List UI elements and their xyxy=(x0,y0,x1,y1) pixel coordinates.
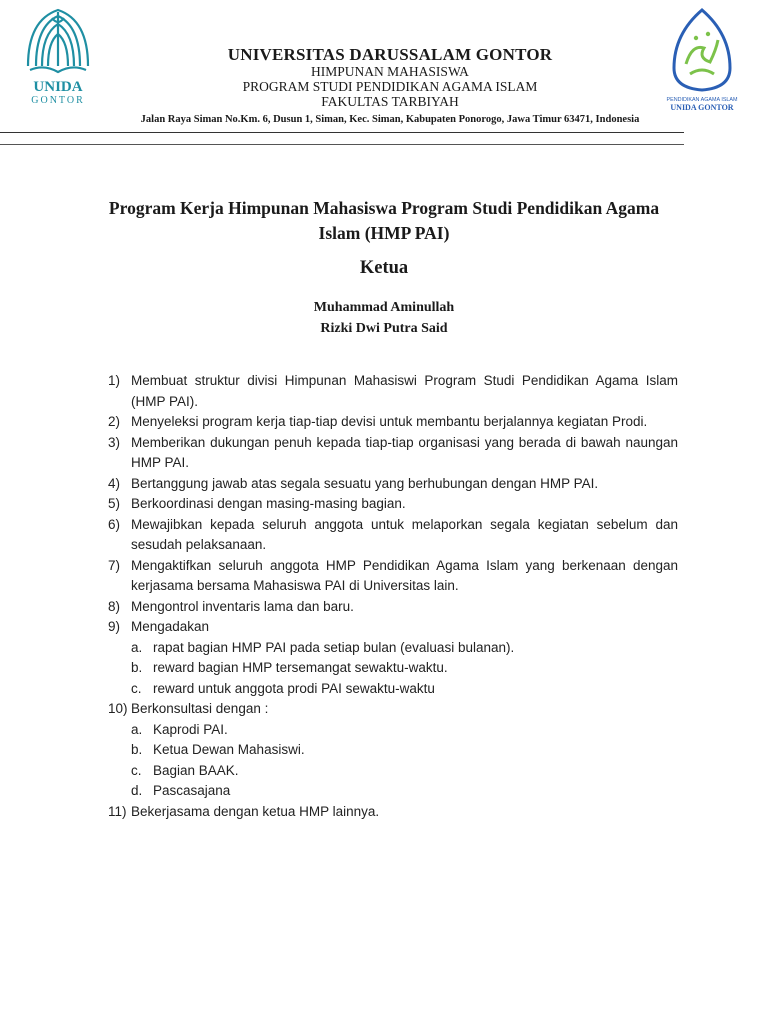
list-item xyxy=(108,433,678,474)
item-number: 1) xyxy=(108,373,121,388)
sub-list xyxy=(131,638,678,700)
work-program-list xyxy=(108,371,678,822)
sub-item-letter: d. xyxy=(131,783,143,798)
sub-item xyxy=(131,720,678,741)
sub-item-text: reward bagian HMP tersemangat sewaktu-waktu. xyxy=(153,660,448,675)
sub-item-letter: b. xyxy=(131,742,143,757)
officer-name: Rizki Dwi Putra Said xyxy=(320,321,448,336)
organization-name: HIMPUNAN MAHASISWA xyxy=(311,64,469,79)
item-text: Bertanggung jawab atas segala sesuatu yang berhubungan dengan HMP PAI. xyxy=(131,475,599,491)
sub-item xyxy=(131,781,678,802)
list-item xyxy=(108,515,678,556)
sub-item-text: Pascasajana xyxy=(153,783,231,798)
sub-list xyxy=(131,720,678,802)
role-heading: Ketua xyxy=(359,258,409,278)
item-number: 9) xyxy=(108,619,121,634)
sub-item-letter: a. xyxy=(131,639,143,655)
list-item xyxy=(108,474,678,495)
item-number: 6) xyxy=(108,516,121,532)
item-text: Mewajibkan kepada seluruh anggota untuk melaporkan segala kegiatan sebelum dan sesudah pelaksanaan. xyxy=(131,516,678,552)
item-text: Menyeleksi program kerja tiap-tiap devisi untuk membantu berjalannya kegiatan Prodi. xyxy=(131,414,648,429)
list-item xyxy=(108,802,678,823)
unida-emblem-icon xyxy=(22,8,94,108)
address: Jalan Raya Siman No.Km. 6, Dusun 1, Siman, Kec. Siman, Kabupaten Ponorogo, Jawa Timur 63471, Indonesia xyxy=(140,114,640,125)
sub-item-text: Bagian BAAK. xyxy=(153,762,239,778)
officer-name: Muhammad Aminullah xyxy=(313,300,455,315)
list-item xyxy=(108,617,678,699)
list-item xyxy=(108,412,678,433)
sub-item-letter: a. xyxy=(131,721,143,737)
sub-item xyxy=(131,740,678,761)
item-text: Mengadakan xyxy=(131,619,210,634)
logo-gontor-text: GONTOR xyxy=(31,95,85,106)
list-item xyxy=(108,494,678,515)
item-number: 5) xyxy=(108,496,121,511)
item-text: Membuat struktur divisi Himpunan Mahasiswi Program Studi Pendidikan Agama Islam (HMP PAI). xyxy=(131,373,678,409)
officer-names xyxy=(100,297,668,339)
item-number: 4) xyxy=(108,475,121,491)
document-title: Program Kerja Himpunan Mahasiswa Program Studi Pendidikan Agama Islam (HMP PAI) xyxy=(108,198,660,243)
list-item xyxy=(108,597,678,618)
header-divider-bottom xyxy=(0,144,684,145)
item-number: 11) xyxy=(108,803,127,819)
sub-item-letter: c. xyxy=(131,680,142,696)
unida-gontor-logo xyxy=(22,8,94,108)
program-name: PROGRAM STUDI PENDIDIKAN AGAMA ISLAM xyxy=(242,79,538,94)
faculty-name: FAKULTAS TARBIYAH xyxy=(321,94,459,109)
item-text: Berkoordinasi dengan masing-masing bagian. xyxy=(131,496,406,511)
sub-item-text: rapat bagian HMP PAI pada setiap bulan (evaluasi bulanan). xyxy=(153,639,515,655)
list-item xyxy=(108,371,678,412)
sub-item-text: reward untuk anggota prodi PAI sewaktu-waktu xyxy=(153,680,435,696)
item-text: Mengontrol inventaris lama dan baru. xyxy=(131,598,354,614)
sub-item-letter: c. xyxy=(131,762,142,778)
sub-item-text: Ketua Dewan Mahasiswi. xyxy=(153,742,305,757)
header-divider-top xyxy=(0,132,684,133)
list-item xyxy=(108,556,678,597)
sub-item xyxy=(131,679,678,700)
item-number: 10) xyxy=(108,701,128,716)
item-number: 3) xyxy=(108,434,121,450)
item-number: 2) xyxy=(108,414,121,429)
letterhead xyxy=(105,46,675,128)
sub-item-letter: b. xyxy=(131,660,143,675)
item-number: 7) xyxy=(108,557,121,573)
sub-item xyxy=(131,658,678,679)
list-item xyxy=(108,699,678,802)
item-text: Bekerjasama dengan ketua HMP lainnya. xyxy=(131,803,380,819)
sub-item xyxy=(131,638,678,659)
item-text: Mengaktifkan seluruh anggota HMP Pendidikan Agama Islam yang berkenaan dengan kerjasama bersama Mahasiswa PAI di Universitas lain. xyxy=(131,557,678,593)
item-number: 8) xyxy=(108,598,121,614)
pai-logo xyxy=(656,4,748,114)
item-text: Memberikan dukungan penuh kepada tiap-tiap organisasi yang berada di bawah naungan HMP PAI. xyxy=(131,434,678,470)
pai-logo-caption: PENDIDIKAN AGAMA ISLAM xyxy=(666,97,738,103)
pai-logo-name: UNIDA GONTOR xyxy=(670,103,734,112)
sub-item xyxy=(131,761,678,782)
item-text: Berkonsultasi dengan : xyxy=(131,701,269,716)
sub-item-text: Kaprodi PAI. xyxy=(153,721,228,737)
pai-emblem-icon xyxy=(656,4,748,114)
university-name: UNIVERSITAS DARUSSALAM GONTOR xyxy=(227,45,553,64)
logo-unida-text: UNIDA xyxy=(33,79,83,95)
